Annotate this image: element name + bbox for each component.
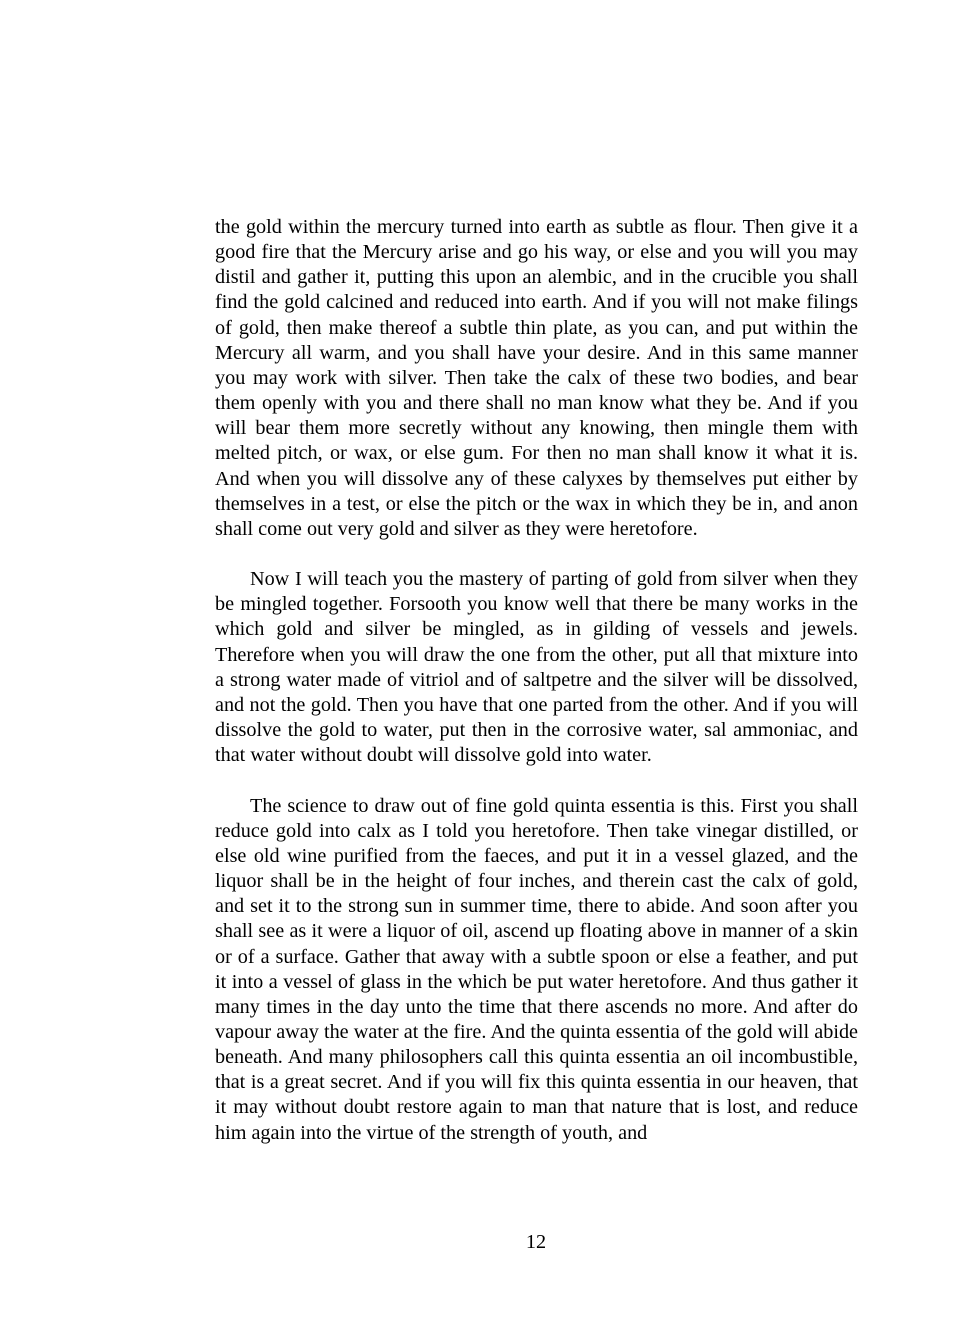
paragraph-parting-gold-silver: Now I will teach you the mastery of parting of gold from silver when they be mingled together. Forsooth you know well that there be many works in the which gold and silver be mingled, as in gilding of vessels and jewels. Therefore when you will draw the one from the other, put all that mixture into a strong water made of vitriol and of saltpetre and the silver will be dissolved, and not the gold. Then you have that one parted from the other. And if you will dissolve the gold to water, put then in the corrosive water, sal ammoniac, and that water without doubt will dissolve gold into water. [215, 568, 858, 767]
body-text [215, 215, 858, 1171]
paragraph-quinta-essentia: The science to draw out of fine gold quinta essentia is this. First you shall reduce gold into calx as I told you heretofore. Then take vinegar distilled, or else old wine purified from the faeces, and put it in a vessel glazed, and the liquor shall be in the height of four inches, and therein cast the calx of gold, and set it to the strong sun in summer time, there to abide. And soon after you shall see as it were a liquor of oil, ascend up floating above in manner of a skin or of a surface. Gather that away with a subtle spoon or else a feather, and put it into a vessel of glass in the which be put water heretofore. And thus gather it many times in the day unto the time that there ascends no more. And after do vapour away the water at the fire. And the quinta essentia of the gold will abide beneath. And many philosophers call this quinta essentia an oil incombustible, that is a great secret. And if you will fix this quinta essentia in our heaven, that it may without doubt restore again to man that nature that is lost, and reduce him again into the virtue of the strength of youth, and [215, 794, 858, 1144]
paragraph-gold-calx: the gold within the mercury turned into earth as subtle as flour. Then give it a good fire that the Mercury arise and go his way, or else and you will you may distil and gather it, putting this upon an alembic, and in the crucible you shall find the gold calcined and reduced into earth. And if you will not make filings of gold, then make thereof a subtle thin plate, as you can, and put within the Mercury all warm, and you shall have your desire. And in this same manner you may work with silver. Then take the calx of these two bodies, and bear them openly with you and there shall no man know what they be. And if you will bear them more secretly without any knowing, then mingle them with melted pitch, or wax, or else gum. For then no man shall know it what it is. And when you will dissolve any of these calyxes by themselves put either by themselves in a test, or else the pitch or the wax in which they be in, and anon shall come out very gold and silver as they were heretofore. [215, 216, 858, 540]
page-number: 12 [525, 1231, 547, 1253]
